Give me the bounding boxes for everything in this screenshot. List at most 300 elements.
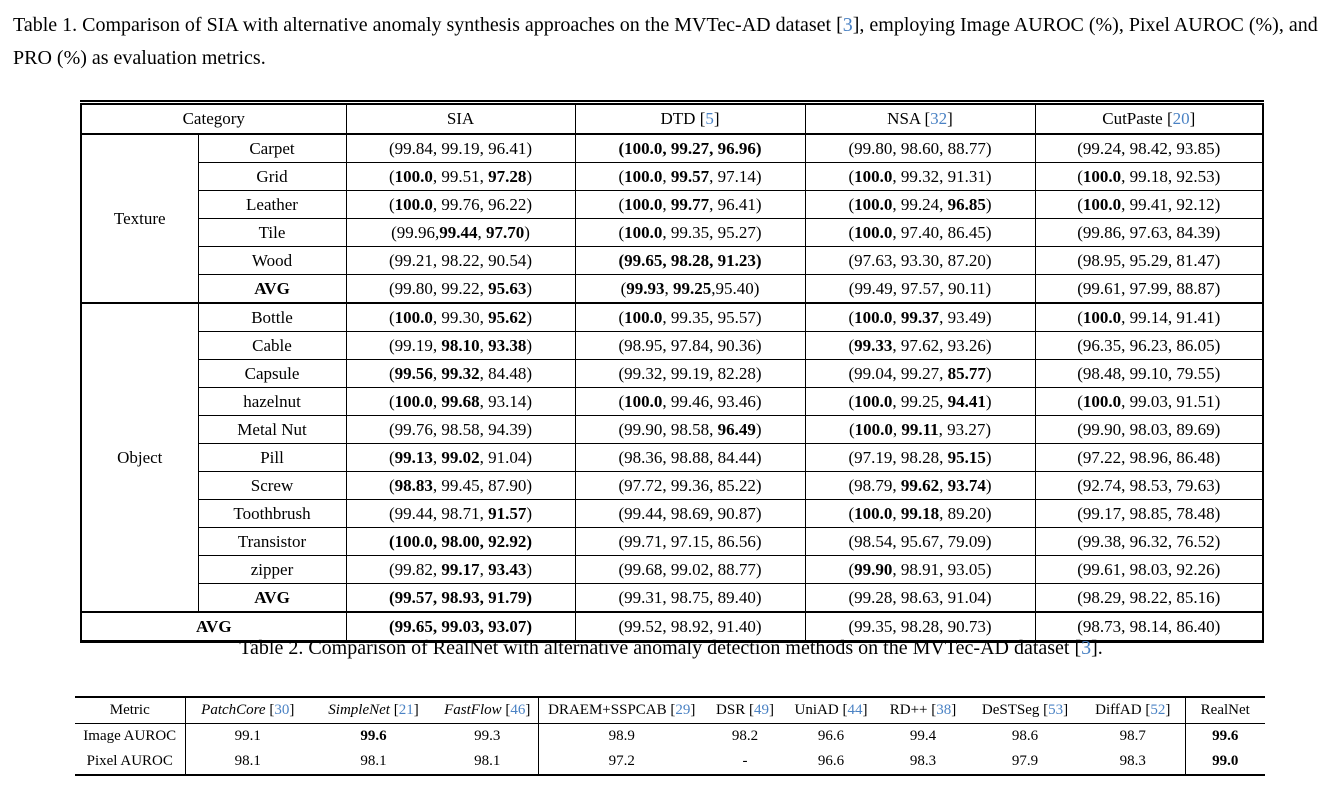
metric-value: ( bbox=[848, 503, 855, 523]
metric-value: , bbox=[664, 278, 674, 298]
table-row bbox=[81, 388, 1263, 416]
metric-value: ( bbox=[388, 391, 395, 411]
metric-tuple-cell bbox=[805, 275, 1035, 304]
bracket: [ bbox=[927, 702, 937, 718]
metric-value: , 97.40, 86.45) bbox=[892, 222, 992, 242]
metric-value: ) bbox=[755, 419, 762, 439]
metric-value: (99.80, 99.22, bbox=[388, 278, 489, 298]
metric-value: (99.80, 98.60, 88.77) bbox=[848, 138, 992, 158]
method-header bbox=[1185, 697, 1265, 724]
metric-value: ) bbox=[985, 475, 992, 495]
metric-value: , bbox=[892, 307, 901, 327]
metric-value-bold: 100.0 bbox=[624, 222, 663, 242]
bracket: [ bbox=[501, 702, 511, 718]
metric-value: 99.1 bbox=[234, 728, 261, 744]
metric-tuple-cell bbox=[575, 528, 805, 556]
metric-tuple-cell bbox=[575, 134, 805, 163]
metric-value-bold: 99.11 bbox=[901, 419, 939, 439]
metric-value: ) bbox=[526, 503, 533, 523]
citation-link[interactable]: 32 bbox=[930, 109, 948, 128]
bracket: ] bbox=[525, 702, 531, 718]
metric-tuple-cell bbox=[346, 528, 575, 556]
metric-tuple-cell bbox=[805, 191, 1035, 219]
metric-value: , 99.18, 92.53) bbox=[1121, 166, 1221, 186]
metric-value-bold: 95.15 bbox=[947, 447, 986, 467]
metric-label: Image AUROC bbox=[75, 724, 185, 750]
method-header bbox=[1081, 697, 1185, 724]
metric-value: ( bbox=[1077, 307, 1083, 327]
metric-tuple-cell bbox=[805, 388, 1035, 416]
metric-value: ) bbox=[985, 363, 992, 383]
metric-value-bold: 100.0 bbox=[854, 194, 893, 214]
category-item-label: Toothbrush bbox=[198, 500, 346, 528]
category-item-label: Leather bbox=[198, 191, 346, 219]
metric-value: (98.54, 95.67, 79.09) bbox=[848, 531, 992, 551]
metric-tuple-cell bbox=[346, 584, 575, 613]
metric-tuple-cell bbox=[805, 528, 1035, 556]
metric-value-bold: 95.62 bbox=[488, 307, 527, 327]
metric-value: (99.86, 97.63, 84.39) bbox=[1077, 222, 1221, 242]
metric-value: (98.95, 97.84, 90.36) bbox=[618, 335, 762, 355]
metric-value-bold: 99.37 bbox=[900, 307, 940, 327]
bracket: [ bbox=[389, 702, 399, 718]
citation-link[interactable]: 44 bbox=[847, 702, 863, 718]
metric-value: , bbox=[432, 391, 442, 411]
table-row bbox=[81, 134, 1263, 163]
method-name: DRAEM+SSPCAB bbox=[548, 702, 667, 718]
metric-tuple-cell bbox=[346, 332, 575, 360]
metric-tuple-cell bbox=[805, 247, 1035, 275]
metric-value: , 99.35, 95.27) bbox=[662, 222, 762, 242]
bracket: ] bbox=[690, 702, 696, 718]
citation-link[interactable]: 38 bbox=[936, 702, 952, 718]
metric-value: (99.61, 98.03, 92.26) bbox=[1077, 559, 1221, 579]
metric-value: (99.49, 97.57, 90.11) bbox=[848, 278, 992, 298]
metric-value-bold: 99.62 bbox=[900, 475, 940, 495]
score-cell bbox=[877, 749, 969, 775]
caption-text: ]. bbox=[1091, 637, 1103, 659]
metric-value: , 93.14) bbox=[479, 391, 533, 411]
metric-value: 98.3 bbox=[909, 753, 937, 769]
metric-value: (99.61, 97.99, 88.87) bbox=[1077, 278, 1221, 298]
metric-value: (98.73, 98.14, 86.40) bbox=[1077, 616, 1221, 636]
metric-tuple-cell bbox=[805, 584, 1035, 613]
metric-value: ) bbox=[524, 222, 530, 242]
metric-value-bold: 96.49 bbox=[717, 419, 756, 439]
category-item-label: Tile bbox=[198, 219, 346, 247]
table-row bbox=[81, 303, 1263, 332]
bracket: [ bbox=[920, 109, 931, 128]
metric-value-bold: 100.0 bbox=[394, 307, 433, 327]
metric-value: , 99.30, bbox=[432, 307, 489, 327]
metric-value: ( bbox=[848, 307, 855, 327]
score-cell bbox=[185, 724, 310, 750]
citation-link[interactable]: 3 bbox=[1081, 637, 1092, 659]
metric-value: ) bbox=[526, 307, 533, 327]
metric-value-bold: (100.0, 98.00, 92.92) bbox=[388, 531, 533, 551]
metric-value: 99.4 bbox=[909, 728, 937, 744]
score-cell bbox=[877, 724, 969, 750]
metric-tuple-cell bbox=[346, 219, 575, 247]
metric-tuple-cell bbox=[805, 303, 1035, 332]
category-item-label: Cable bbox=[198, 332, 346, 360]
metric-value: ( bbox=[388, 447, 395, 467]
category-item-label: Metal Nut bbox=[198, 416, 346, 444]
metric-value: , 93.49) bbox=[939, 307, 992, 327]
metric-value: ) bbox=[985, 391, 992, 411]
metric-value-bold: 93.38 bbox=[488, 335, 527, 355]
method-name: RealNet bbox=[1200, 702, 1250, 718]
method-name: SimpleNet bbox=[328, 702, 390, 718]
method-header bbox=[705, 697, 785, 724]
metric-value: , 99.46, 93.46) bbox=[662, 391, 762, 411]
metric-value: , 98.91, 93.05) bbox=[892, 559, 992, 579]
metric-value-bold: 99.57 bbox=[670, 166, 710, 186]
metric-value-bold: 100.0 bbox=[1082, 194, 1122, 214]
citation-link[interactable]: 53 bbox=[1048, 702, 1064, 718]
metric-value: ( bbox=[848, 559, 855, 579]
table-row bbox=[81, 275, 1263, 304]
metric-value: 96.6 bbox=[817, 728, 845, 744]
table-row bbox=[81, 247, 1263, 275]
bracket: ] bbox=[947, 109, 953, 128]
metric-value: (99.28, 98.63, 91.04) bbox=[848, 587, 992, 607]
metric-value-bold: 99.33 bbox=[854, 335, 893, 355]
table2-caption bbox=[0, 637, 1342, 660]
metric-value-bold: (100.0, 99.27, 96.96) bbox=[618, 138, 762, 158]
score-cell bbox=[538, 724, 705, 750]
overall-avg-label: AVG bbox=[81, 612, 346, 642]
metric-value: , 99.32, 91.31) bbox=[892, 166, 992, 186]
table1-sia-comparison bbox=[80, 100, 1264, 643]
metric-value: (99.35, 98.28, 90.73) bbox=[848, 616, 992, 636]
metric-value: , 99.41, 92.12) bbox=[1121, 194, 1221, 214]
method-header bbox=[1035, 103, 1263, 135]
citation-link[interactable]: 29 bbox=[675, 702, 691, 718]
metric-value: , bbox=[939, 475, 948, 495]
metric-value: , bbox=[432, 447, 442, 467]
metric-tuple-cell bbox=[575, 444, 805, 472]
table-row bbox=[81, 191, 1263, 219]
metric-tuple-cell bbox=[346, 472, 575, 500]
bracket: ] bbox=[413, 702, 419, 718]
metric-value-bold: 100.0 bbox=[624, 307, 663, 327]
citation-link[interactable]: 30 bbox=[274, 702, 290, 718]
metric-value: (99.68, 99.02, 88.77) bbox=[618, 559, 762, 579]
metric-value: ) bbox=[526, 166, 533, 186]
metric-value: (99.38, 96.32, 76.52) bbox=[1077, 531, 1221, 551]
metric-value: , 99.76, 96.22) bbox=[432, 194, 533, 214]
table-row bbox=[81, 528, 1263, 556]
citation-link[interactable]: 52 bbox=[1150, 702, 1166, 718]
metric-tuple-cell bbox=[575, 388, 805, 416]
category-item-label: Pill bbox=[198, 444, 346, 472]
score-cell bbox=[705, 749, 785, 775]
metric-value: , 97.14) bbox=[709, 166, 762, 186]
bracket: [ bbox=[1162, 109, 1173, 128]
metric-tuple-cell bbox=[1035, 191, 1263, 219]
metric-value: ( bbox=[1077, 166, 1083, 186]
metric-value: ) bbox=[526, 335, 533, 355]
citation-link[interactable]: 46 bbox=[510, 702, 526, 718]
metric-tuple-cell bbox=[575, 332, 805, 360]
method-name: PatchCore bbox=[201, 702, 266, 718]
metric-value: , 89.20) bbox=[939, 503, 992, 523]
metric-value: ( bbox=[848, 194, 855, 214]
metric-value-bold: 96.85 bbox=[947, 194, 986, 214]
metric-tuple-cell bbox=[1035, 556, 1263, 584]
metric-value: ( bbox=[388, 307, 395, 327]
metric-tuple-cell bbox=[575, 303, 805, 332]
table2-realnet-comparison bbox=[75, 696, 1265, 776]
metric-value: ( bbox=[848, 391, 855, 411]
metric-value: , 97.62, 93.26) bbox=[892, 335, 992, 355]
metric-value: (97.72, 99.36, 85.22) bbox=[618, 475, 762, 495]
bracket: [ bbox=[745, 702, 754, 718]
method-name: CutPaste bbox=[1102, 109, 1163, 128]
metric-tuple-cell bbox=[575, 275, 805, 304]
metric-value: ( bbox=[620, 278, 627, 298]
metric-tuple-cell bbox=[805, 500, 1035, 528]
metric-tuple-cell bbox=[1035, 584, 1263, 613]
method-name: UniAD bbox=[794, 702, 839, 718]
method-header bbox=[877, 697, 969, 724]
metric-tuple-cell bbox=[1035, 416, 1263, 444]
metric-tuple-cell bbox=[346, 247, 575, 275]
metric-value: 98.1 bbox=[360, 753, 387, 769]
table-row bbox=[81, 416, 1263, 444]
metric-value: (99.32, 99.19, 82.28) bbox=[618, 363, 762, 383]
citation-link[interactable]: 3 bbox=[842, 14, 853, 36]
metric-value: (99.04, 99.27, bbox=[848, 363, 948, 383]
metric-value: (97.63, 93.30, 87.20) bbox=[848, 250, 992, 270]
metric-value: - bbox=[742, 753, 748, 769]
metric-value: (97.19, 98.28, bbox=[848, 447, 948, 467]
metric-value: (98.48, 99.10, 79.55) bbox=[1077, 363, 1221, 383]
metric-value: ( bbox=[388, 363, 395, 383]
metric-value-bold: 100.0 bbox=[854, 391, 893, 411]
metric-value: , 91.04) bbox=[479, 447, 533, 467]
metric-value: ) bbox=[526, 278, 533, 298]
metric-value: (99.19, bbox=[388, 335, 442, 355]
method-header bbox=[969, 697, 1081, 724]
citation-link[interactable]: 21 bbox=[398, 702, 414, 718]
metric-value: (99.90, 98.58, bbox=[618, 419, 718, 439]
metric-value-bold: 98.83 bbox=[394, 475, 433, 495]
method-name: FastFlow bbox=[444, 702, 502, 718]
metric-tuple-cell bbox=[575, 416, 805, 444]
method-header bbox=[310, 697, 437, 724]
category-item-label: Bottle bbox=[198, 303, 346, 332]
bracket: [ bbox=[666, 702, 676, 718]
category-item-label: hazelnut bbox=[198, 388, 346, 416]
metric-value: (99.96, bbox=[391, 222, 440, 242]
bracket: ] bbox=[862, 702, 868, 718]
metric-value: , 93.27) bbox=[938, 419, 992, 439]
metric-tuple-cell bbox=[346, 556, 575, 584]
metric-value-bold: 100.0 bbox=[1082, 166, 1122, 186]
metric-value-bold: 100.0 bbox=[394, 194, 433, 214]
metric-value: (99.52, 98.92, 91.40) bbox=[618, 616, 762, 636]
metric-value: , bbox=[662, 194, 671, 214]
metric-value: ( bbox=[1077, 194, 1083, 214]
metric-value: ( bbox=[388, 166, 395, 186]
metric-value: 98.2 bbox=[731, 728, 759, 744]
metric-value: , bbox=[479, 335, 489, 355]
metric-value: ) bbox=[526, 559, 533, 579]
category-item-label: Wood bbox=[198, 247, 346, 275]
metric-tuple-cell bbox=[805, 332, 1035, 360]
metric-value-bold: (99.57, 98.93, 91.79) bbox=[388, 587, 533, 607]
metric-value: ( bbox=[1077, 391, 1083, 411]
metric-value-bold: 94.41 bbox=[947, 391, 986, 411]
metric-value: 96.6 bbox=[817, 753, 845, 769]
metric-value: (98.29, 98.22, 85.16) bbox=[1077, 587, 1221, 607]
metric-value: (98.79, bbox=[848, 475, 901, 495]
metric-value-bold: 100.0 bbox=[624, 194, 663, 214]
metric-value: 98.9 bbox=[608, 728, 635, 744]
metric-value-bold: 100.0 bbox=[624, 166, 663, 186]
bracket: ] bbox=[289, 702, 295, 718]
metric-value-bold: 100.0 bbox=[1082, 307, 1122, 327]
metric-tuple-cell bbox=[346, 275, 575, 304]
bracket: ] bbox=[1063, 702, 1069, 718]
metric-value-bold: 99.32 bbox=[441, 363, 480, 383]
score-cell bbox=[437, 724, 538, 750]
bracket: [ bbox=[695, 109, 706, 128]
caption-text: Table 1. Comparison of SIA with alternative anomaly synthesis approaches on the MVTec-AD dataset [ bbox=[13, 14, 843, 36]
metric-value-bold: 100.0 bbox=[854, 419, 893, 439]
metric-tuple-cell bbox=[1035, 332, 1263, 360]
metric-value: ( bbox=[618, 194, 625, 214]
metric-value: (99.71, 97.15, 86.56) bbox=[618, 531, 762, 551]
metric-value-bold: 100.0 bbox=[394, 391, 433, 411]
metric-tuple-cell bbox=[805, 556, 1035, 584]
score-cell bbox=[785, 724, 877, 750]
metric-value: , 99.25, bbox=[892, 391, 948, 411]
citation-link[interactable]: 5 bbox=[705, 109, 714, 128]
category-item-label: Screw bbox=[198, 472, 346, 500]
metric-value-bold: 91.57 bbox=[488, 503, 527, 523]
metric-tuple-cell bbox=[1035, 360, 1263, 388]
metric-value-bold: 99.18 bbox=[900, 503, 940, 523]
metric-tuple-cell bbox=[346, 191, 575, 219]
metric-value: (99.44, 98.69, 90.87) bbox=[618, 503, 762, 523]
score-cell bbox=[705, 724, 785, 750]
metric-value: (97.22, 98.96, 86.48) bbox=[1077, 447, 1221, 467]
category-item-label: Transistor bbox=[198, 528, 346, 556]
metric-value: , 99.35, 95.57) bbox=[662, 307, 762, 327]
metric-value: , 99.51, bbox=[432, 166, 489, 186]
metric-value-bold: 99.56 bbox=[394, 363, 433, 383]
metric-value: ( bbox=[388, 475, 395, 495]
caption-text: Table 2. Comparison of RealNet with alternative anomaly detection methods on the MVTec-AD dataset [ bbox=[239, 637, 1082, 659]
metric-tuple-cell bbox=[1035, 528, 1263, 556]
metric-tuple-cell bbox=[805, 360, 1035, 388]
metric-tuple-cell bbox=[1035, 500, 1263, 528]
metric-tuple-cell bbox=[1035, 134, 1263, 163]
metric-tuple-cell bbox=[805, 416, 1035, 444]
metric-tuple-cell bbox=[1035, 163, 1263, 191]
metric-tuple-cell bbox=[346, 388, 575, 416]
category-item-label: AVG bbox=[198, 584, 346, 613]
metric-value-bold: 97.28 bbox=[488, 166, 527, 186]
score-cell bbox=[969, 749, 1081, 775]
bracket: ] bbox=[951, 702, 957, 718]
metric-value: ,95.40) bbox=[711, 278, 760, 298]
metric-value-bold: 99.90 bbox=[854, 559, 893, 579]
table-row bbox=[75, 724, 1265, 750]
metric-tuple-cell bbox=[346, 444, 575, 472]
bracket: ] bbox=[1165, 702, 1171, 718]
table-row bbox=[81, 472, 1263, 500]
citation-link[interactable]: 49 bbox=[753, 702, 769, 718]
method-name: DeSTSeg bbox=[981, 702, 1040, 718]
metric-value: (99.76, 98.58, 94.39) bbox=[388, 419, 533, 439]
method-header bbox=[346, 103, 575, 135]
metric-tuple-cell bbox=[575, 584, 805, 613]
table-row bbox=[81, 332, 1263, 360]
metric-value-bold: 99.25 bbox=[673, 278, 712, 298]
citation-link[interactable]: 20 bbox=[1172, 109, 1190, 128]
method-header bbox=[185, 697, 310, 724]
metric-value: ( bbox=[618, 222, 625, 242]
method-header bbox=[805, 103, 1035, 135]
table-row bbox=[75, 749, 1265, 775]
category-group-label: Texture bbox=[81, 134, 198, 303]
table-row bbox=[81, 163, 1263, 191]
bracket: [ bbox=[1039, 702, 1049, 718]
metric-value: 98.6 bbox=[1011, 728, 1039, 744]
metric-value: , 99.45, 87.90) bbox=[432, 475, 533, 495]
score-cell bbox=[185, 749, 310, 775]
metric-tuple-cell bbox=[346, 134, 575, 163]
method-header bbox=[785, 697, 877, 724]
metric-value: 98.3 bbox=[1119, 753, 1146, 769]
method-header bbox=[575, 103, 805, 135]
metric-value: ( bbox=[848, 222, 855, 242]
metric-value-bold: 100.0 bbox=[394, 166, 433, 186]
score-cell bbox=[310, 724, 437, 750]
metric-value-bold: 99.68 bbox=[441, 391, 480, 411]
metric-tuple-cell bbox=[575, 163, 805, 191]
category-item-label: zipper bbox=[198, 556, 346, 584]
method-name: DiffAD bbox=[1095, 702, 1142, 718]
metric-value: (92.74, 98.53, 79.63) bbox=[1077, 475, 1221, 495]
metric-value: ( bbox=[848, 335, 855, 355]
metric-value: 98.1 bbox=[474, 753, 501, 769]
metric-value: 97.2 bbox=[608, 753, 635, 769]
method-name: SIA bbox=[446, 109, 475, 128]
metric-value-bold: 93.74 bbox=[947, 475, 986, 495]
score-cell bbox=[1185, 724, 1265, 750]
metric-tuple-cell bbox=[575, 247, 805, 275]
metric-value: , bbox=[662, 166, 671, 186]
metric-value-bold: 100.0 bbox=[854, 222, 893, 242]
metric-value: 98.7 bbox=[1119, 728, 1146, 744]
metric-tuple-cell bbox=[575, 472, 805, 500]
metric-value: ( bbox=[618, 391, 625, 411]
metric-value: (99.17, 98.85, 78.48) bbox=[1077, 503, 1221, 523]
table1-caption bbox=[13, 9, 1335, 75]
metric-value: ( bbox=[848, 166, 855, 186]
metric-value: 97.9 bbox=[1011, 753, 1039, 769]
category-item-label: Grid bbox=[198, 163, 346, 191]
metric-value-bold: (99.65, 98.28, 91.23) bbox=[618, 250, 762, 270]
metric-value: , 84.48) bbox=[479, 363, 533, 383]
metric-tuple-cell bbox=[346, 416, 575, 444]
metric-value: 98.1 bbox=[234, 753, 261, 769]
